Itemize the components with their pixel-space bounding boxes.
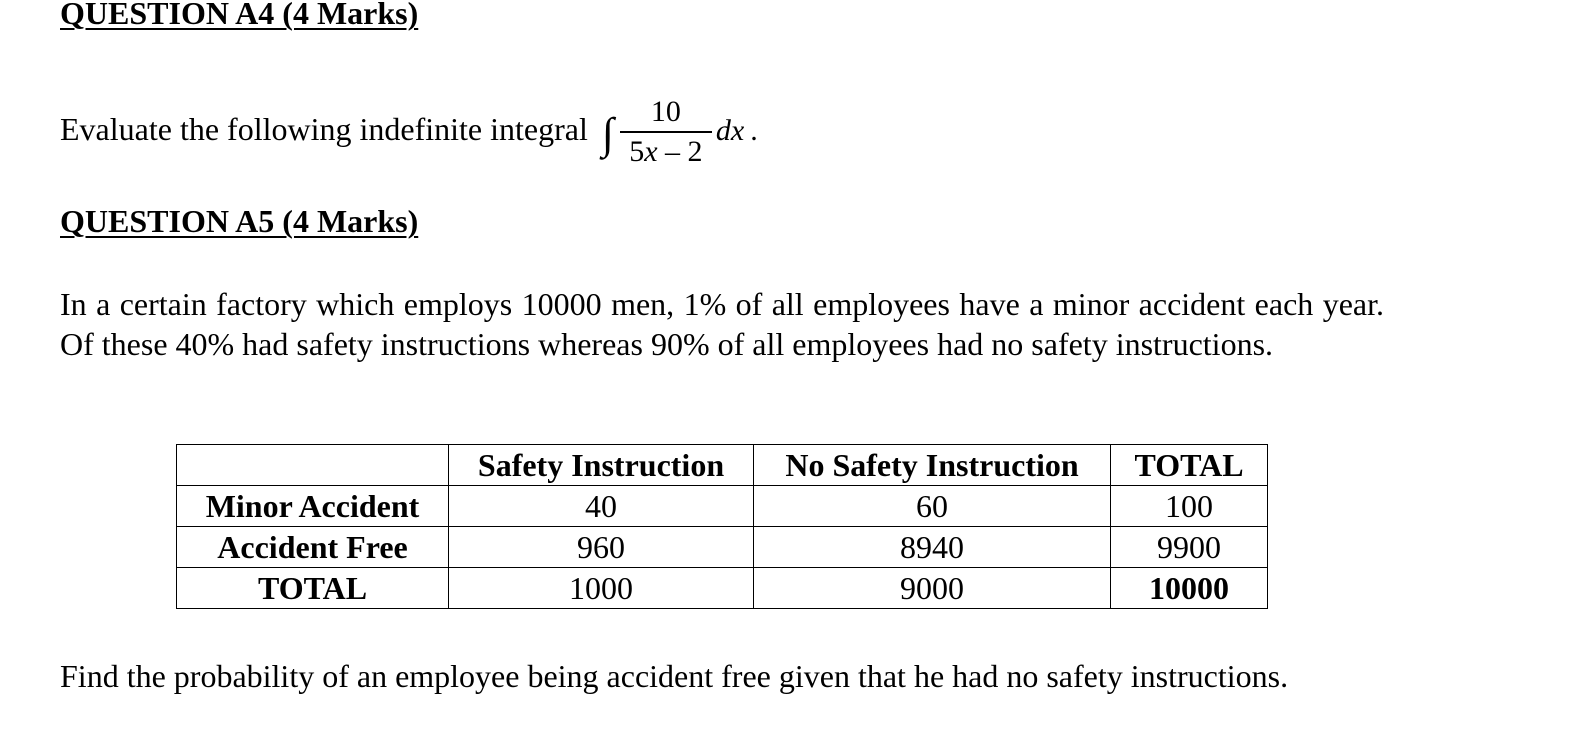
question-a4-text bbox=[60, 94, 758, 168]
denominator-coefficient: 5 bbox=[629, 135, 645, 168]
integrand-fraction bbox=[620, 97, 712, 167]
table-cell: 100 bbox=[1111, 486, 1268, 527]
question-a4-heading: QUESTION A4 (4 Marks) bbox=[60, 0, 419, 31]
differential: dx bbox=[715, 114, 745, 147]
row-label: Accident Free bbox=[177, 527, 449, 568]
contingency-table bbox=[176, 444, 1268, 609]
grand-total-cell: 10000 bbox=[1111, 568, 1268, 609]
integral-prompt: Evaluate the following indefinite integral bbox=[60, 111, 588, 147]
denominator-variable: x bbox=[644, 135, 658, 168]
table-cell: 1000 bbox=[449, 568, 754, 609]
question-a5-heading: QUESTION A5 (4 Marks) bbox=[60, 203, 419, 239]
table-cell: 960 bbox=[449, 527, 754, 568]
fraction-numerator: 10 bbox=[650, 95, 681, 128]
table-row bbox=[177, 486, 1268, 527]
integral-expression bbox=[602, 97, 758, 167]
table-header-row bbox=[177, 445, 1268, 486]
row-label: Minor Accident bbox=[177, 486, 449, 527]
question-a5-prompt: Find the probability of an employee being accident free given that he had no safety instructions. bbox=[60, 658, 1289, 694]
table-header-cell: No Safety Instruction bbox=[754, 445, 1111, 486]
end-period: . bbox=[750, 114, 758, 147]
table-row bbox=[177, 568, 1268, 609]
table-row bbox=[177, 527, 1268, 568]
question-a5-paragraph: In a certain factory which employs 10000 men, 1% of all employees have a minor accident each year. Of these 40% had safety instructions whereas 90% of all employees had no safety instructions. bbox=[60, 286, 1384, 362]
denominator-constant: – 2 bbox=[657, 135, 703, 168]
table-cell: 9900 bbox=[1111, 527, 1268, 568]
table-cell: 9000 bbox=[754, 568, 1111, 609]
table-header-cell bbox=[177, 445, 449, 486]
table-header-cell: TOTAL bbox=[1111, 445, 1268, 486]
fraction-denominator bbox=[625, 133, 706, 167]
table-cell: 40 bbox=[449, 486, 754, 527]
row-label: TOTAL bbox=[177, 568, 449, 609]
integral-sign: ∫ bbox=[601, 109, 614, 158]
table-header-cell: Safety Instruction bbox=[449, 445, 754, 486]
table-cell: 60 bbox=[754, 486, 1111, 527]
table-cell: 8940 bbox=[754, 527, 1111, 568]
